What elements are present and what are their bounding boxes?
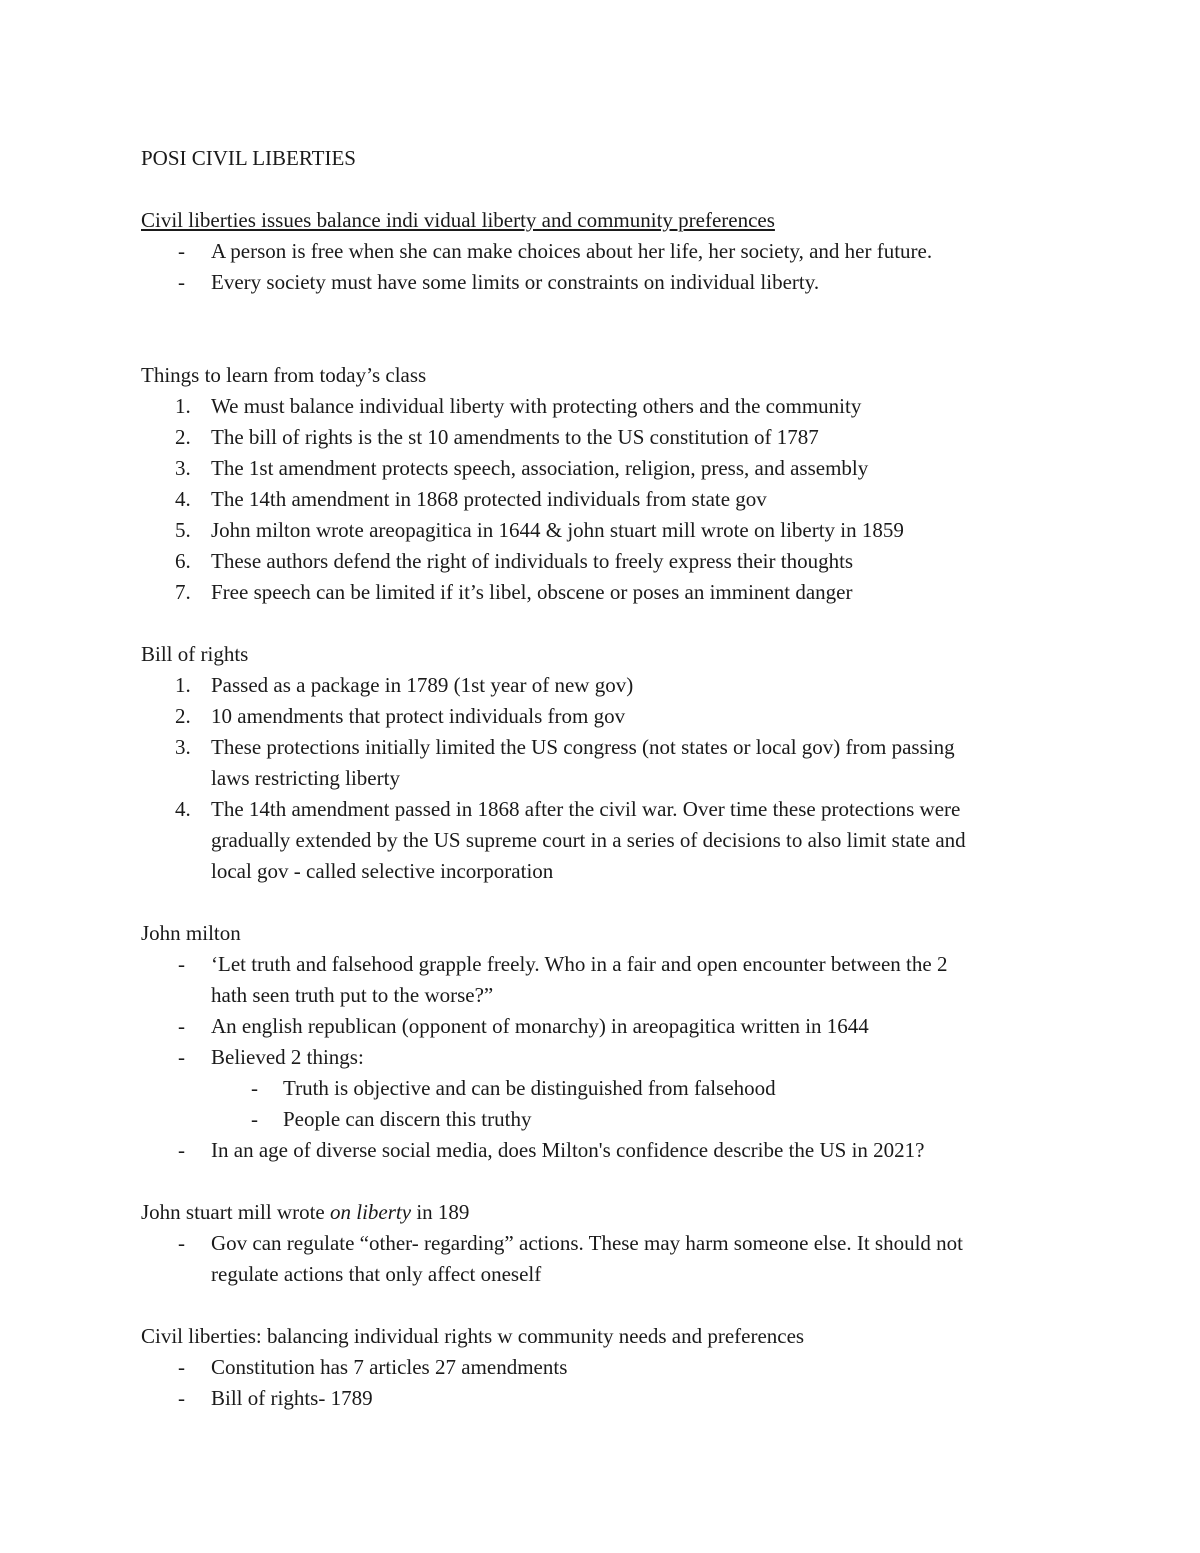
list-number: 7. [175, 580, 191, 604]
bullet-marker: - [178, 1138, 185, 1162]
list-item: Every society must have some limits or constraints on individual liberty. [211, 270, 820, 294]
list-number: 3. [175, 735, 191, 759]
section-heading-civil-liberties-issues: Civil liberties issues balance indi vidual liberty and community preferences [141, 208, 775, 232]
list-item-continuation: laws restricting liberty [211, 766, 400, 790]
list-item: Free speech can be limited if it’s libel, obscene or poses an imminent danger [211, 580, 853, 604]
bullet-marker: - [178, 1014, 185, 1038]
heading-text: in 189 [411, 1200, 470, 1224]
section-heading-bill-of-rights: Bill of rights [141, 642, 249, 666]
list-number: 4. [175, 797, 191, 821]
section-heading-john-milton: John milton [141, 921, 241, 945]
list-item: 10 amendments that protect individuals from gov [211, 704, 626, 728]
list-item: Constitution has 7 articles 27 amendments [211, 1355, 568, 1379]
list-number: 6. [175, 549, 191, 573]
bullet-marker: - [178, 1355, 185, 1379]
list-number: 1. [175, 673, 191, 697]
list-item: These protections initially limited the US congress (not states or local gov) from passing [211, 735, 955, 759]
list-item-continuation: local gov - called selective incorporation [211, 859, 554, 883]
list-item: Believed 2 things: [211, 1045, 364, 1069]
list-number: 1. [175, 394, 191, 418]
section-heading-john-stuart-mill [141, 1199, 469, 1225]
list-item-continuation: hath seen truth put to the worse?” [211, 983, 494, 1007]
list-item: Gov can regulate “other- regarding” actions. These may harm someone else. It should not [211, 1231, 964, 1255]
bullet-marker: - [178, 1045, 185, 1069]
list-item: The 14th amendment in 1868 protected individuals from state gov [211, 487, 767, 511]
list-number: 2. [175, 704, 191, 728]
list-number: 5. [175, 518, 191, 542]
sub-bullet-marker: - [251, 1107, 258, 1131]
list-item: ‘Let truth and falsehood grapple freely. Who in a fair and open encounter between the 2 [211, 952, 948, 976]
list-number: 2. [175, 425, 191, 449]
list-item-continuation: gradually extended by the US supreme court in a series of decisions to also limit state and [211, 828, 966, 852]
list-item: A person is free when she can make choices about her life, her society, and her future. [211, 239, 933, 263]
list-item: These authors defend the right of individuals to freely express their thoughts [211, 549, 854, 573]
bullet-marker: - [178, 270, 185, 294]
sub-bullet-marker: - [251, 1076, 258, 1100]
list-item-continuation: regulate actions that only affect oneself [211, 1262, 542, 1286]
list-item: An english republican (opponent of monarchy) in areopagitica written in 1644 [211, 1014, 869, 1038]
heading-text: John stuart mill wrote [141, 1200, 330, 1224]
section-heading-balancing-rights: Civil liberties: balancing individual rights w community needs and preferences [141, 1324, 805, 1348]
page-title: POSI CIVIL LIBERTIES [141, 146, 356, 170]
list-number: 4. [175, 487, 191, 511]
list-item: The 1st amendment protects speech, association, religion, press, and assembly [211, 456, 869, 480]
list-item: Bill of rights- 1789 [211, 1386, 373, 1410]
list-item: In an age of diverse social media, does Milton's confidence describe the US in 2021? [211, 1138, 925, 1162]
sub-list-item: Truth is objective and can be distinguished from falsehood [283, 1076, 776, 1100]
bullet-marker: - [178, 1386, 185, 1410]
bullet-marker: - [178, 952, 185, 976]
heading-emphasis: on liberty [329, 1200, 412, 1224]
list-item: We must balance individual liberty with protecting others and the community [211, 394, 862, 418]
bullet-marker: - [178, 1231, 185, 1255]
bullet-marker: - [178, 239, 185, 263]
list-item: The 14th amendment passed in 1868 after the civil war. Over time these protections were [211, 797, 961, 821]
sub-list-item: People can discern this truthy [283, 1107, 532, 1131]
list-item: John milton wrote areopagitica in 1644 & john stuart mill wrote on liberty in 1859 [211, 518, 904, 542]
list-item: Passed as a package in 1789 (1st year of new gov) [211, 673, 634, 697]
list-number: 3. [175, 456, 191, 480]
list-item: The bill of rights is the st 10 amendments to the US constitution of 1787 [211, 425, 819, 449]
section-heading-things-to-learn: Things to learn from today’s class [141, 363, 427, 387]
